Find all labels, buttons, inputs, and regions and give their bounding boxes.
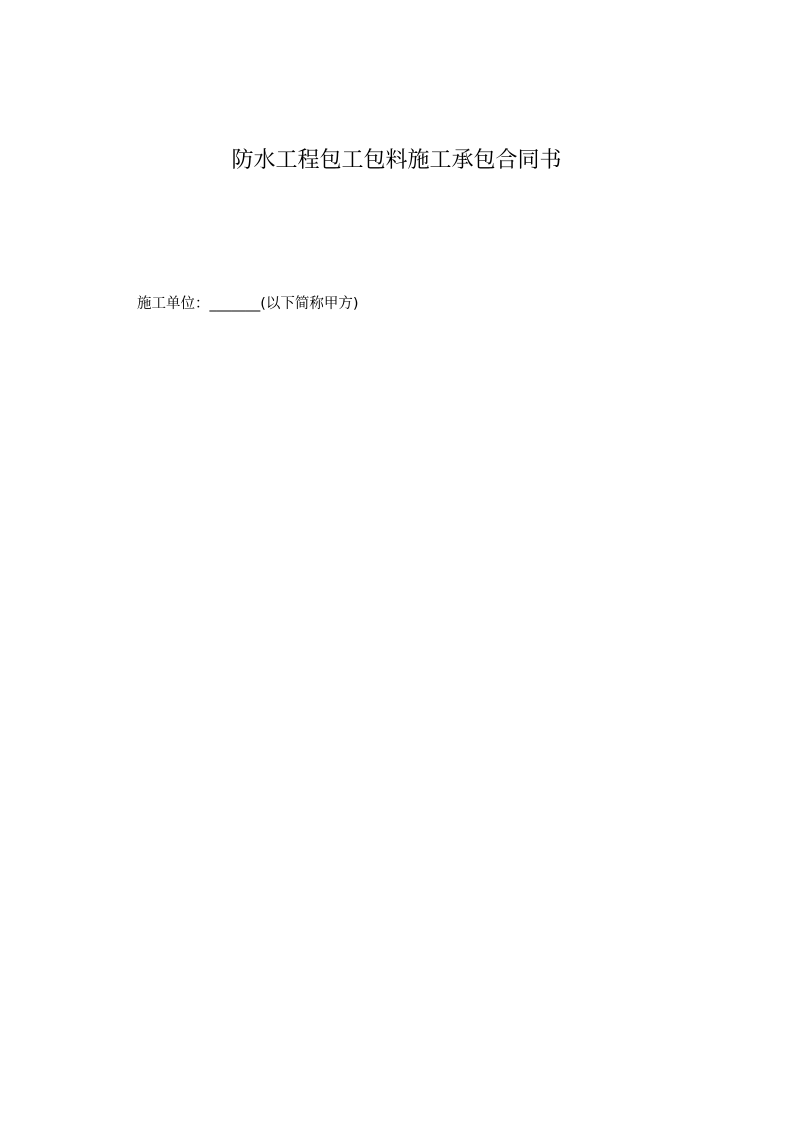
- party-a-line: 施工单位：_______(以下简称甲方): [137, 296, 359, 312]
- document-title: 防水工程包工包料施工承包合同书: [231, 148, 562, 173]
